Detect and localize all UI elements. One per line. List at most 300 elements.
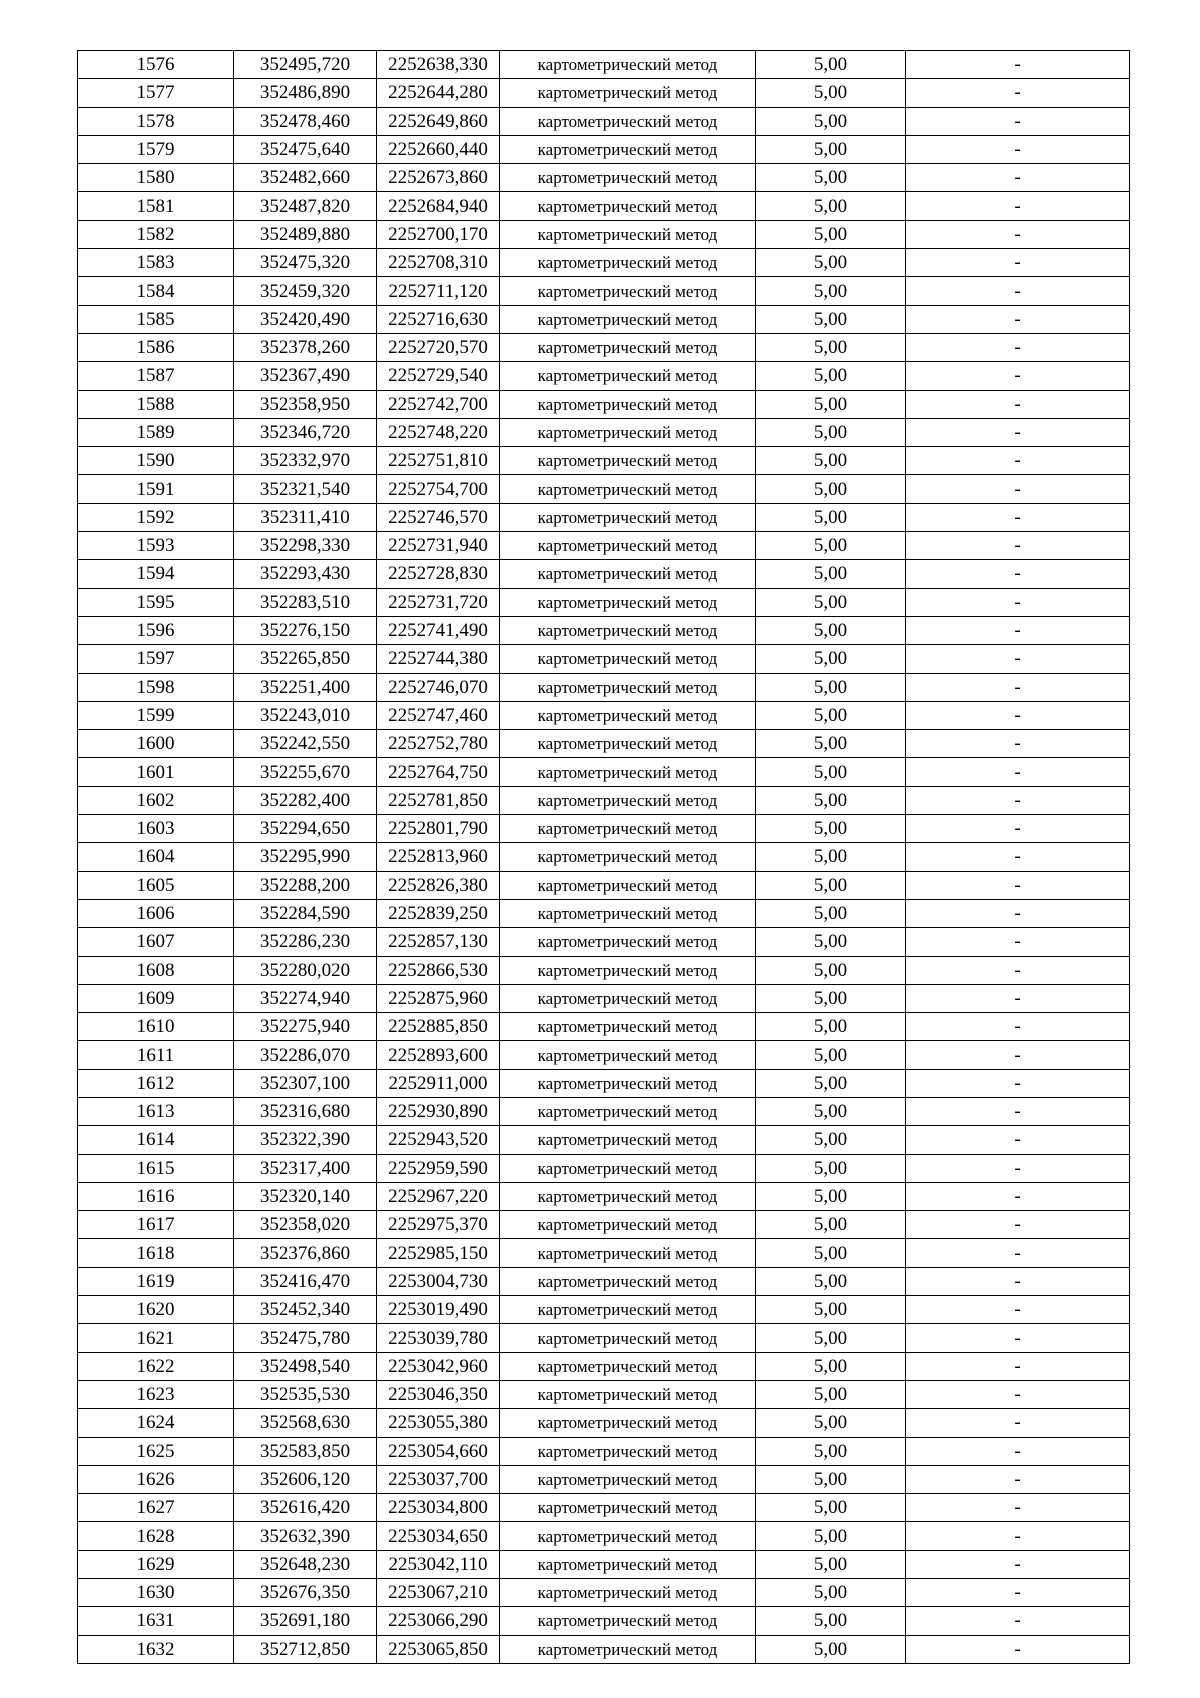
table-row	[78, 164, 1130, 192]
y-coordinate-cell: 2252857,130	[377, 928, 500, 956]
accuracy-cell: 5,00	[756, 645, 906, 673]
y-coordinate-cell: 2252985,150	[377, 1239, 500, 1267]
method-cell: картометрический метод	[500, 956, 756, 984]
point-number-cell: 1612	[78, 1069, 234, 1097]
y-coordinate-cell: 2252720,570	[377, 333, 500, 361]
y-coordinate-cell: 2253042,960	[377, 1352, 500, 1380]
accuracy-cell: 5,00	[756, 192, 906, 220]
method-cell: картометрический метод	[500, 673, 756, 701]
note-cell: -	[906, 164, 1130, 192]
x-coordinate-cell: 352676,350	[234, 1579, 377, 1607]
x-coordinate-cell: 352316,680	[234, 1097, 377, 1125]
y-coordinate-cell: 2252764,750	[377, 758, 500, 786]
note-cell: -	[906, 1437, 1130, 1465]
table-row	[78, 362, 1130, 390]
accuracy-cell: 5,00	[756, 730, 906, 758]
y-coordinate-cell: 2252644,280	[377, 79, 500, 107]
note-cell: -	[906, 1409, 1130, 1437]
method-cell: картометрический метод	[500, 164, 756, 192]
accuracy-cell: 5,00	[756, 1522, 906, 1550]
x-coordinate-cell: 352535,530	[234, 1380, 377, 1408]
point-number-cell: 1577	[78, 79, 234, 107]
method-cell: картометрический метод	[500, 1267, 756, 1295]
y-coordinate-cell: 2252684,940	[377, 192, 500, 220]
accuracy-cell: 5,00	[756, 1352, 906, 1380]
x-coordinate-cell: 352486,890	[234, 79, 377, 107]
point-number-cell: 1576	[78, 51, 234, 79]
x-coordinate-cell: 352288,200	[234, 871, 377, 899]
method-cell: картометрический метод	[500, 1154, 756, 1182]
point-number-cell: 1602	[78, 786, 234, 814]
table-row	[78, 532, 1130, 560]
x-coordinate-cell: 352648,230	[234, 1550, 377, 1578]
table-row	[78, 1635, 1130, 1663]
accuracy-cell: 5,00	[756, 1126, 906, 1154]
y-coordinate-cell: 2252930,890	[377, 1097, 500, 1125]
y-coordinate-cell: 2253004,730	[377, 1267, 500, 1295]
table-row	[78, 1154, 1130, 1182]
x-coordinate-cell: 352284,590	[234, 899, 377, 927]
y-coordinate-cell: 2253019,490	[377, 1296, 500, 1324]
x-coordinate-cell: 352307,100	[234, 1069, 377, 1097]
note-cell: -	[906, 333, 1130, 361]
table-row	[78, 503, 1130, 531]
y-coordinate-cell: 2252826,380	[377, 871, 500, 899]
note-cell: -	[906, 1465, 1130, 1493]
method-cell: картометрический метод	[500, 1041, 756, 1069]
y-coordinate-cell: 2252911,000	[377, 1069, 500, 1097]
note-cell: -	[906, 1324, 1130, 1352]
accuracy-cell: 5,00	[756, 1409, 906, 1437]
table-row	[78, 588, 1130, 616]
y-coordinate-cell: 2253037,700	[377, 1465, 500, 1493]
method-cell: картометрический метод	[500, 532, 756, 560]
table-row	[78, 1041, 1130, 1069]
method-cell: картометрический метод	[500, 1324, 756, 1352]
x-coordinate-cell: 352487,820	[234, 192, 377, 220]
method-cell: картометрический метод	[500, 815, 756, 843]
accuracy-cell: 5,00	[756, 871, 906, 899]
accuracy-cell: 5,00	[756, 164, 906, 192]
note-cell: -	[906, 956, 1130, 984]
method-cell: картометрический метод	[500, 249, 756, 277]
point-number-cell: 1597	[78, 645, 234, 673]
x-coordinate-cell: 352498,540	[234, 1352, 377, 1380]
method-cell: картометрический метод	[500, 928, 756, 956]
y-coordinate-cell: 2253034,800	[377, 1494, 500, 1522]
note-cell: -	[906, 1267, 1130, 1295]
method-cell: картометрический метод	[500, 107, 756, 135]
x-coordinate-cell: 352358,020	[234, 1211, 377, 1239]
x-coordinate-cell: 352583,850	[234, 1437, 377, 1465]
method-cell: картометрический метод	[500, 588, 756, 616]
table-row	[78, 1607, 1130, 1635]
x-coordinate-cell: 352320,140	[234, 1182, 377, 1210]
note-cell: -	[906, 1607, 1130, 1635]
table-row	[78, 418, 1130, 446]
point-number-cell: 1628	[78, 1522, 234, 1550]
note-cell: -	[906, 1550, 1130, 1578]
note-cell: -	[906, 1069, 1130, 1097]
table-row	[78, 560, 1130, 588]
accuracy-cell: 5,00	[756, 135, 906, 163]
note-cell: -	[906, 815, 1130, 843]
point-number-cell: 1603	[78, 815, 234, 843]
point-number-cell: 1610	[78, 1013, 234, 1041]
note-cell: -	[906, 843, 1130, 871]
accuracy-cell: 5,00	[756, 362, 906, 390]
method-cell: картометрический метод	[500, 560, 756, 588]
y-coordinate-cell: 2253067,210	[377, 1579, 500, 1607]
method-cell: картометрический метод	[500, 1579, 756, 1607]
accuracy-cell: 5,00	[756, 390, 906, 418]
note-cell: -	[906, 871, 1130, 899]
accuracy-cell: 5,00	[756, 333, 906, 361]
x-coordinate-cell: 352691,180	[234, 1607, 377, 1635]
note-cell: -	[906, 673, 1130, 701]
point-number-cell: 1631	[78, 1607, 234, 1635]
coordinates-table-body	[78, 51, 1130, 1664]
x-coordinate-cell: 352332,970	[234, 447, 377, 475]
method-cell: картометрический метод	[500, 1097, 756, 1125]
method-cell: картометрический метод	[500, 871, 756, 899]
accuracy-cell: 5,00	[756, 475, 906, 503]
x-coordinate-cell: 352482,660	[234, 164, 377, 192]
accuracy-cell: 5,00	[756, 1097, 906, 1125]
note-cell: -	[906, 984, 1130, 1012]
table-row	[78, 1296, 1130, 1324]
table-row	[78, 1380, 1130, 1408]
y-coordinate-cell: 2252741,490	[377, 616, 500, 644]
accuracy-cell: 5,00	[756, 616, 906, 644]
table-row	[78, 1409, 1130, 1437]
accuracy-cell: 5,00	[756, 532, 906, 560]
x-coordinate-cell: 352242,550	[234, 730, 377, 758]
table-row	[78, 815, 1130, 843]
accuracy-cell: 5,00	[756, 1182, 906, 1210]
note-cell: -	[906, 928, 1130, 956]
point-number-cell: 1580	[78, 164, 234, 192]
table-row	[78, 758, 1130, 786]
method-cell: картометрический метод	[500, 1182, 756, 1210]
table-row	[78, 1579, 1130, 1607]
table-row	[78, 1126, 1130, 1154]
accuracy-cell: 5,00	[756, 1211, 906, 1239]
method-cell: картометрический метод	[500, 1126, 756, 1154]
point-number-cell: 1613	[78, 1097, 234, 1125]
note-cell: -	[906, 1013, 1130, 1041]
method-cell: картометрический метод	[500, 1069, 756, 1097]
point-number-cell: 1598	[78, 673, 234, 701]
note-cell: -	[906, 1126, 1130, 1154]
table-row	[78, 1494, 1130, 1522]
accuracy-cell: 5,00	[756, 277, 906, 305]
method-cell: картометрический метод	[500, 1211, 756, 1239]
x-coordinate-cell: 352274,940	[234, 984, 377, 1012]
point-number-cell: 1606	[78, 899, 234, 927]
method-cell: картометрический метод	[500, 645, 756, 673]
table-row	[78, 1097, 1130, 1125]
note-cell: -	[906, 786, 1130, 814]
point-number-cell: 1595	[78, 588, 234, 616]
accuracy-cell: 5,00	[756, 305, 906, 333]
x-coordinate-cell: 352294,650	[234, 815, 377, 843]
method-cell: картометрический метод	[500, 984, 756, 1012]
method-cell: картометрический метод	[500, 616, 756, 644]
accuracy-cell: 5,00	[756, 418, 906, 446]
accuracy-cell: 5,00	[756, 673, 906, 701]
note-cell: -	[906, 447, 1130, 475]
point-number-cell: 1615	[78, 1154, 234, 1182]
method-cell: картометрический метод	[500, 333, 756, 361]
x-coordinate-cell: 352606,120	[234, 1465, 377, 1493]
accuracy-cell: 5,00	[756, 503, 906, 531]
accuracy-cell: 5,00	[756, 701, 906, 729]
table-row	[78, 1013, 1130, 1041]
note-cell: -	[906, 192, 1130, 220]
y-coordinate-cell: 2252959,590	[377, 1154, 500, 1182]
x-coordinate-cell: 352322,390	[234, 1126, 377, 1154]
y-coordinate-cell: 2252742,700	[377, 390, 500, 418]
y-coordinate-cell: 2252748,220	[377, 418, 500, 446]
y-coordinate-cell: 2253039,780	[377, 1324, 500, 1352]
x-coordinate-cell: 352251,400	[234, 673, 377, 701]
coordinates-table	[77, 50, 1130, 1664]
point-number-cell: 1608	[78, 956, 234, 984]
accuracy-cell: 5,00	[756, 758, 906, 786]
point-number-cell: 1629	[78, 1550, 234, 1578]
table-row	[78, 843, 1130, 871]
accuracy-cell: 5,00	[756, 1041, 906, 1069]
table-row	[78, 475, 1130, 503]
method-cell: картометрический метод	[500, 1296, 756, 1324]
accuracy-cell: 5,00	[756, 1465, 906, 1493]
point-number-cell: 1600	[78, 730, 234, 758]
note-cell: -	[906, 758, 1130, 786]
y-coordinate-cell: 2252866,530	[377, 956, 500, 984]
accuracy-cell: 5,00	[756, 1380, 906, 1408]
accuracy-cell: 5,00	[756, 249, 906, 277]
note-cell: -	[906, 249, 1130, 277]
point-number-cell: 1624	[78, 1409, 234, 1437]
y-coordinate-cell: 2252673,860	[377, 164, 500, 192]
table-row	[78, 333, 1130, 361]
accuracy-cell: 5,00	[756, 1579, 906, 1607]
table-row	[78, 1211, 1130, 1239]
table-row	[78, 1267, 1130, 1295]
method-cell: картометрический метод	[500, 786, 756, 814]
point-number-cell: 1584	[78, 277, 234, 305]
accuracy-cell: 5,00	[756, 843, 906, 871]
method-cell: картометрический метод	[500, 730, 756, 758]
table-row	[78, 79, 1130, 107]
point-number-cell: 1594	[78, 560, 234, 588]
table-row	[78, 1324, 1130, 1352]
table-row	[78, 249, 1130, 277]
x-coordinate-cell: 352358,950	[234, 390, 377, 418]
method-cell: картометрический метод	[500, 305, 756, 333]
note-cell: -	[906, 1097, 1130, 1125]
x-coordinate-cell: 352346,720	[234, 418, 377, 446]
table-row	[78, 1465, 1130, 1493]
point-number-cell: 1626	[78, 1465, 234, 1493]
note-cell: -	[906, 645, 1130, 673]
y-coordinate-cell: 2252975,370	[377, 1211, 500, 1239]
note-cell: -	[906, 616, 1130, 644]
x-coordinate-cell: 352293,430	[234, 560, 377, 588]
note-cell: -	[906, 560, 1130, 588]
table-row	[78, 701, 1130, 729]
method-cell: картометрический метод	[500, 1239, 756, 1267]
note-cell: -	[906, 1211, 1130, 1239]
y-coordinate-cell: 2252967,220	[377, 1182, 500, 1210]
x-coordinate-cell: 352475,640	[234, 135, 377, 163]
point-number-cell: 1616	[78, 1182, 234, 1210]
point-number-cell: 1596	[78, 616, 234, 644]
accuracy-cell: 5,00	[756, 1550, 906, 1578]
method-cell: картометрический метод	[500, 79, 756, 107]
note-cell: -	[906, 1579, 1130, 1607]
note-cell: -	[906, 899, 1130, 927]
point-number-cell: 1579	[78, 135, 234, 163]
point-number-cell: 1607	[78, 928, 234, 956]
method-cell: картометрический метод	[500, 1494, 756, 1522]
method-cell: картометрический метод	[500, 447, 756, 475]
point-number-cell: 1590	[78, 447, 234, 475]
y-coordinate-cell: 2252746,570	[377, 503, 500, 531]
note-cell: -	[906, 1494, 1130, 1522]
table-row	[78, 1550, 1130, 1578]
note-cell: -	[906, 277, 1130, 305]
accuracy-cell: 5,00	[756, 107, 906, 135]
point-number-cell: 1604	[78, 843, 234, 871]
method-cell: картометрический метод	[500, 1409, 756, 1437]
table-row	[78, 616, 1130, 644]
method-cell: картометрический метод	[500, 1380, 756, 1408]
method-cell: картометрический метод	[500, 51, 756, 79]
point-number-cell: 1617	[78, 1211, 234, 1239]
y-coordinate-cell: 2252731,720	[377, 588, 500, 616]
accuracy-cell: 5,00	[756, 899, 906, 927]
table-row	[78, 645, 1130, 673]
note-cell: -	[906, 1522, 1130, 1550]
note-cell: -	[906, 701, 1130, 729]
x-coordinate-cell: 352376,860	[234, 1239, 377, 1267]
note-cell: -	[906, 362, 1130, 390]
table-row	[78, 220, 1130, 248]
method-cell: картометрический метод	[500, 701, 756, 729]
table-row	[78, 1437, 1130, 1465]
method-cell: картометрический метод	[500, 1465, 756, 1493]
y-coordinate-cell: 2253046,350	[377, 1380, 500, 1408]
y-coordinate-cell: 2252708,310	[377, 249, 500, 277]
x-coordinate-cell: 352282,400	[234, 786, 377, 814]
x-coordinate-cell: 352276,150	[234, 616, 377, 644]
note-cell: -	[906, 532, 1130, 560]
point-number-cell: 1578	[78, 107, 234, 135]
y-coordinate-cell: 2253065,850	[377, 1635, 500, 1663]
x-coordinate-cell: 352286,230	[234, 928, 377, 956]
accuracy-cell: 5,00	[756, 1013, 906, 1041]
point-number-cell: 1593	[78, 532, 234, 560]
note-cell: -	[906, 1041, 1130, 1069]
note-cell: -	[906, 220, 1130, 248]
y-coordinate-cell: 2252660,440	[377, 135, 500, 163]
table-row	[78, 1522, 1130, 1550]
y-coordinate-cell: 2252729,540	[377, 362, 500, 390]
note-cell: -	[906, 1635, 1130, 1663]
x-coordinate-cell: 352489,880	[234, 220, 377, 248]
x-coordinate-cell: 352295,990	[234, 843, 377, 871]
point-number-cell: 1630	[78, 1579, 234, 1607]
note-cell: -	[906, 390, 1130, 418]
note-cell: -	[906, 305, 1130, 333]
point-number-cell: 1601	[78, 758, 234, 786]
y-coordinate-cell: 2252885,850	[377, 1013, 500, 1041]
method-cell: картометрический метод	[500, 135, 756, 163]
accuracy-cell: 5,00	[756, 1324, 906, 1352]
x-coordinate-cell: 352317,400	[234, 1154, 377, 1182]
point-number-cell: 1614	[78, 1126, 234, 1154]
y-coordinate-cell: 2252875,960	[377, 984, 500, 1012]
x-coordinate-cell: 352311,410	[234, 503, 377, 531]
table-row	[78, 277, 1130, 305]
method-cell: картометрический метод	[500, 1013, 756, 1041]
table-row	[78, 51, 1130, 79]
x-coordinate-cell: 352632,390	[234, 1522, 377, 1550]
method-cell: картометрический метод	[500, 362, 756, 390]
y-coordinate-cell: 2252781,850	[377, 786, 500, 814]
note-cell: -	[906, 79, 1130, 107]
point-number-cell: 1619	[78, 1267, 234, 1295]
note-cell: -	[906, 1296, 1130, 1324]
method-cell: картометрический метод	[500, 1635, 756, 1663]
point-number-cell: 1625	[78, 1437, 234, 1465]
x-coordinate-cell: 352286,070	[234, 1041, 377, 1069]
table-row	[78, 984, 1130, 1012]
method-cell: картометрический метод	[500, 390, 756, 418]
x-coordinate-cell: 352478,460	[234, 107, 377, 135]
y-coordinate-cell: 2252744,380	[377, 645, 500, 673]
x-coordinate-cell: 352452,340	[234, 1296, 377, 1324]
method-cell: картометрический метод	[500, 843, 756, 871]
x-coordinate-cell: 352280,020	[234, 956, 377, 984]
accuracy-cell: 5,00	[756, 79, 906, 107]
table-row	[78, 928, 1130, 956]
x-coordinate-cell: 352712,850	[234, 1635, 377, 1663]
accuracy-cell: 5,00	[756, 1069, 906, 1097]
x-coordinate-cell: 352243,010	[234, 701, 377, 729]
method-cell: картометрический метод	[500, 475, 756, 503]
table-row	[78, 107, 1130, 135]
note-cell: -	[906, 730, 1130, 758]
method-cell: картометрический метод	[500, 1352, 756, 1380]
note-cell: -	[906, 107, 1130, 135]
point-number-cell: 1605	[78, 871, 234, 899]
x-coordinate-cell: 352416,470	[234, 1267, 377, 1295]
point-number-cell: 1620	[78, 1296, 234, 1324]
x-coordinate-cell: 352475,780	[234, 1324, 377, 1352]
y-coordinate-cell: 2252943,520	[377, 1126, 500, 1154]
accuracy-cell: 5,00	[756, 956, 906, 984]
table-row	[78, 871, 1130, 899]
y-coordinate-cell: 2252751,810	[377, 447, 500, 475]
note-cell: -	[906, 1380, 1130, 1408]
x-coordinate-cell: 352367,490	[234, 362, 377, 390]
method-cell: картометрический метод	[500, 1550, 756, 1578]
point-number-cell: 1632	[78, 1635, 234, 1663]
method-cell: картометрический метод	[500, 503, 756, 531]
